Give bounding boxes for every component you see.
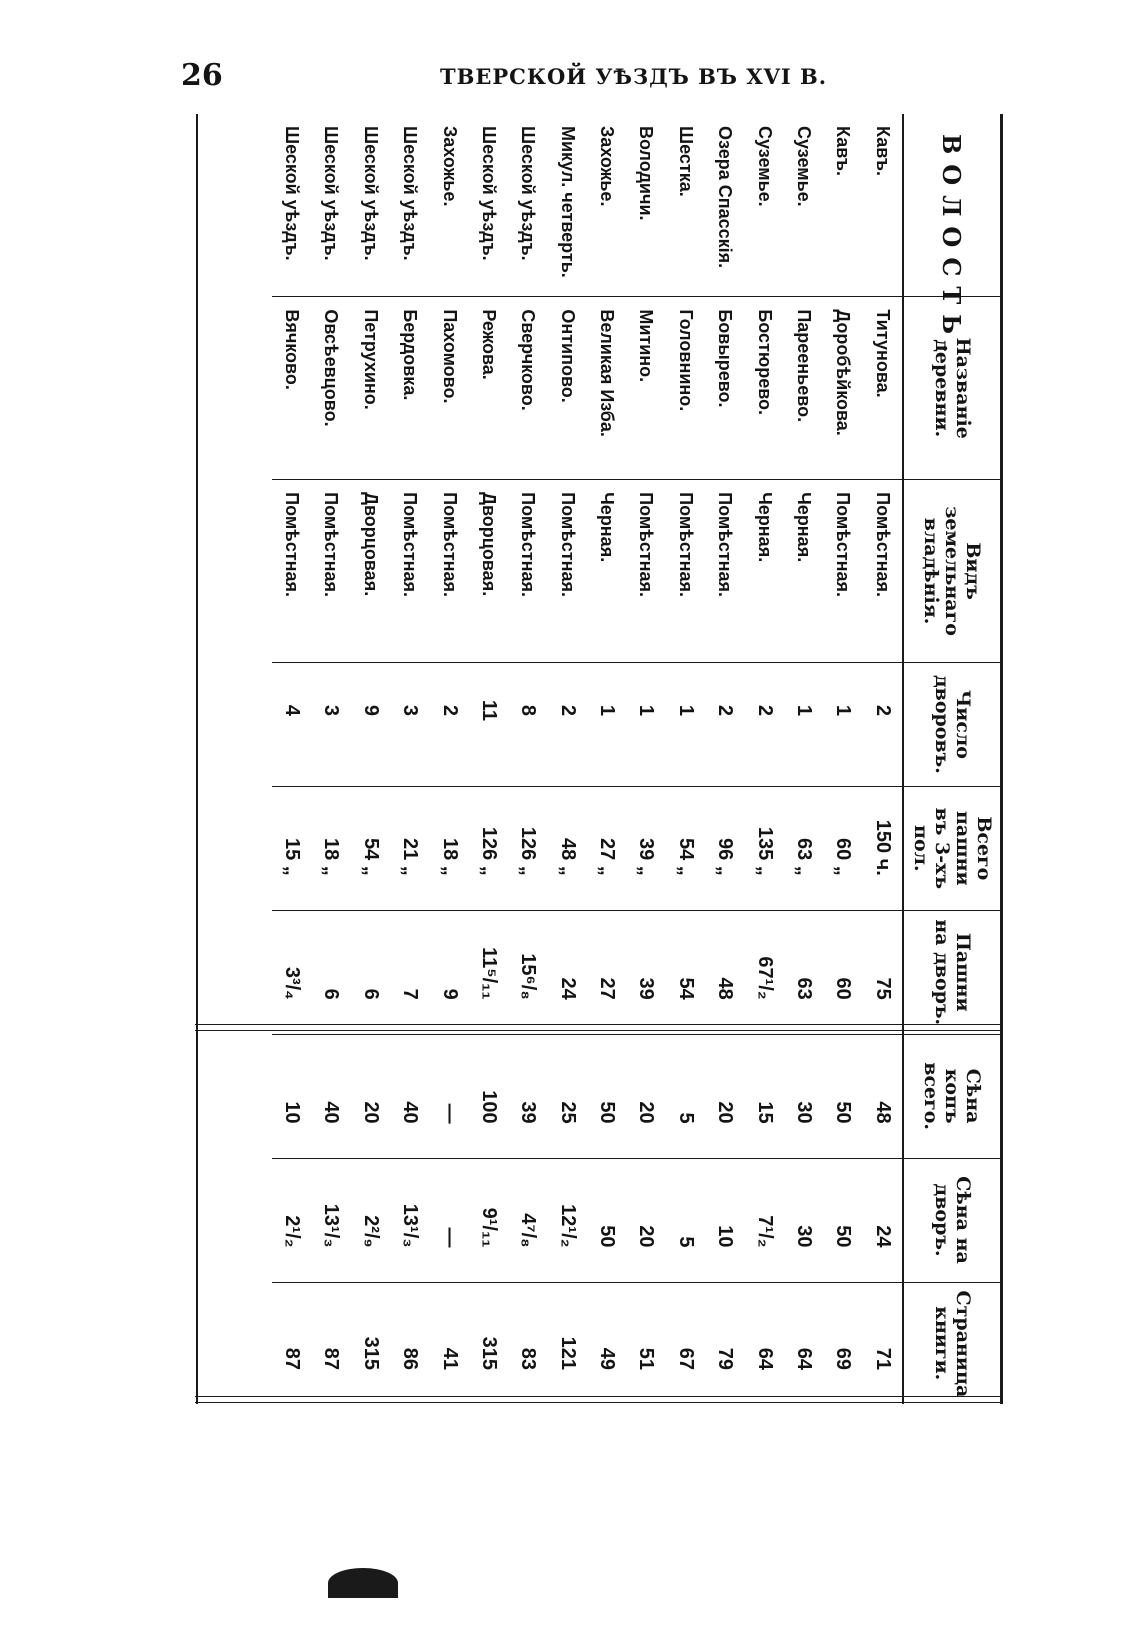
cell-ownership-type: Помѣстная.	[863, 480, 903, 663]
cell-hay-total: 10	[272, 1034, 311, 1158]
cell-arable-per-household: 6	[351, 910, 390, 1034]
cell-ownership-type: Помѣстная.	[429, 480, 468, 663]
cell-book-page: 121	[556, 1336, 579, 1370]
cell-hay-per-household: 30	[784, 1158, 823, 1282]
cell-hay-total: 20	[705, 1034, 744, 1158]
cell-village-name: Петрухино.	[351, 297, 390, 480]
cell-arable-per-household: 24	[547, 910, 586, 1034]
cell-hay-per-household: 13¹/₃	[311, 1158, 350, 1282]
cell-book-page: 49	[596, 1347, 619, 1370]
cell-hay-per-household: 13¹/₃	[390, 1158, 429, 1282]
table-row	[784, 114, 823, 1404]
cell-total-arable: 48 „	[547, 786, 586, 910]
header-household-count: Число дворовъ.	[903, 662, 1000, 786]
table-row	[863, 114, 903, 1404]
villages-table	[272, 114, 1000, 1404]
cell-hay-total: 100	[469, 1034, 508, 1158]
rotated-table-wrapper	[200, 114, 1000, 1404]
table-top-rule	[1000, 114, 1003, 1404]
cell-arable-per-household: 3³/₄	[272, 910, 311, 1034]
cell-hay-per-household: 12¹/₂	[547, 1158, 586, 1282]
cell-arable-per-household: 48	[705, 910, 744, 1034]
cell-ownership-type: Помѣстная.	[390, 480, 429, 663]
cell-total-arable: 60 „	[823, 786, 862, 910]
cell-household-count: 11	[469, 662, 508, 786]
cell-ownership-type: Дворцовая.	[469, 480, 508, 663]
cell-total-arable: 135 „	[744, 786, 783, 910]
cell-ownership-type: Помѣстная.	[823, 480, 862, 663]
cell-village-name: Пахомово.	[429, 297, 468, 480]
cell-total-arable: 150 ч.	[863, 786, 903, 910]
table-row	[508, 114, 547, 1404]
cell-total-arable: 54 „	[351, 786, 390, 910]
cell-hay-per-household: 10	[705, 1158, 744, 1282]
header-arable-per-household: Пашни на дворъ.	[903, 910, 1000, 1034]
cell-arable-per-household: 39	[626, 910, 665, 1034]
cell-arable-per-household: 75	[863, 910, 903, 1034]
cell-village-name: Бердовка.	[390, 297, 429, 480]
cell-total-arable: 96 „	[705, 786, 744, 910]
cell-hay-total: 20	[626, 1034, 665, 1158]
cell-ownership-type: Помѣстная.	[666, 480, 705, 663]
cell-arable-per-household: 11⁵/₁₁	[469, 910, 508, 1034]
cell-book-page: 69	[832, 1347, 855, 1370]
cell-volost: Озера Спасскія.	[705, 114, 744, 297]
table-row	[823, 114, 862, 1404]
table-row	[626, 114, 665, 1404]
scan-artifact	[328, 1568, 398, 1598]
cell-hay-per-household: 50	[587, 1158, 626, 1282]
table-row	[272, 114, 311, 1404]
running-head: ТВЕРСКОЙ УѢЗДЪ ВЪ XVI В.	[440, 64, 828, 89]
table-body	[272, 114, 903, 1404]
cell-village-name: Митино.	[626, 297, 665, 480]
table-row	[587, 114, 626, 1404]
header-total-arable: Всего пашни въ 3-хъ пол.	[903, 786, 1000, 910]
cell-book-page: 67	[674, 1347, 697, 1370]
cell-household-count: 1	[666, 662, 705, 786]
cell-ownership-type: Помѣстная.	[547, 480, 586, 663]
cell-ownership-type: Черная.	[744, 480, 783, 663]
cell-hay-total: 20	[351, 1034, 390, 1158]
header-hay-total: Сѣна копъ всего.	[903, 1034, 1000, 1158]
cell-volost: Шеской уѣздъ.	[469, 114, 508, 297]
cell-household-count: 8	[508, 662, 547, 786]
cell-book-page: 71	[871, 1347, 894, 1370]
cell-arable-per-household: 27	[587, 910, 626, 1034]
cell-volost: Шеской уѣздъ.	[390, 114, 429, 297]
cell-household-count: 3	[390, 662, 429, 786]
table-bottom-rule	[196, 114, 198, 1404]
table-row	[390, 114, 429, 1404]
cell-household-count: 1	[784, 662, 823, 786]
header-volost: ВОЛОСТЬ.	[903, 114, 1000, 297]
cell-ownership-type: Помѣстная.	[626, 480, 665, 663]
cell-hay-total: 40	[390, 1034, 429, 1158]
cell-volost: Володичи.	[626, 114, 665, 297]
cell-ownership-type: Помѣстная.	[311, 480, 350, 663]
double-rule-right	[195, 1396, 1003, 1403]
cell-ownership-type: Помѣстная.	[705, 480, 744, 663]
cell-book-page: 51	[635, 1347, 658, 1370]
cell-arable-per-household: 6	[311, 910, 350, 1034]
cell-household-count: 9	[351, 662, 390, 786]
cell-household-count: 4	[272, 662, 311, 786]
cell-hay-per-household: 50	[823, 1158, 862, 1282]
cell-book-page: 64	[753, 1347, 776, 1370]
cell-total-arable: 21 „	[390, 786, 429, 910]
table-row	[744, 114, 783, 1404]
cell-volost: Шеской уѣздъ.	[351, 114, 390, 297]
cell-household-count: 2	[429, 662, 468, 786]
cell-volost: Кавъ.	[863, 114, 903, 297]
cell-volost: Кавъ.	[823, 114, 862, 297]
cell-volost: Захожье.	[429, 114, 468, 297]
cell-hay-per-household: 24	[863, 1158, 903, 1282]
cell-hay-per-household: 5	[666, 1158, 705, 1282]
cell-village-name: Сверчково.	[508, 297, 547, 480]
cell-total-arable: 126 „	[469, 786, 508, 910]
cell-hay-total: 5	[666, 1034, 705, 1158]
cell-total-arable: 126 „	[508, 786, 547, 910]
cell-book-page: 315	[477, 1336, 500, 1370]
cell-volost: Суземье.	[744, 114, 783, 297]
cell-volost: Суземье.	[784, 114, 823, 297]
cell-hay-per-household: —	[429, 1158, 468, 1282]
cell-total-arable: 63 „	[784, 786, 823, 910]
cell-volost: Захожье.	[587, 114, 626, 297]
cell-hay-total: 25	[547, 1034, 586, 1158]
cell-village-name: Онтипово.	[547, 297, 586, 480]
cell-hay-per-household: 9¹/₁₁	[469, 1158, 508, 1282]
cell-hay-per-household: 2²/₉	[351, 1158, 390, 1282]
cell-book-page: 41	[438, 1347, 461, 1370]
cell-household-count: 1	[823, 662, 862, 786]
cell-household-count: 2	[863, 662, 903, 786]
cell-ownership-type: Помѣстная.	[272, 480, 311, 663]
cell-volost: Шеской уѣздъ.	[508, 114, 547, 297]
header-village-name: Названіе деревни.	[903, 297, 1000, 480]
cell-hay-total: 30	[784, 1034, 823, 1158]
cell-volost: Шеской уѣздъ.	[272, 114, 311, 297]
table-row	[429, 114, 468, 1404]
cell-village-name: Овсѣевцово.	[311, 297, 350, 480]
table-row	[351, 114, 390, 1404]
table-row	[666, 114, 705, 1404]
cell-arable-per-household: 15⁶/₈	[508, 910, 547, 1034]
cell-hay-total: 50	[587, 1034, 626, 1158]
cell-book-page: 83	[517, 1347, 540, 1370]
double-rule	[195, 1024, 1003, 1031]
cell-village-name: Парееньево.	[784, 297, 823, 480]
cell-book-page: 87	[280, 1347, 303, 1370]
cell-ownership-type: Помѣстная.	[508, 480, 547, 663]
cell-total-arable: 18 „	[429, 786, 468, 910]
cell-village-name: Режова.	[469, 297, 508, 480]
cell-total-arable: 39 „	[626, 786, 665, 910]
cell-book-page: 86	[399, 1347, 422, 1370]
cell-village-name: Великая Изба.	[587, 297, 626, 480]
cell-hay-per-household: 20	[626, 1158, 665, 1282]
cell-hay-per-household: 7¹/₂	[744, 1158, 783, 1282]
cell-hay-total: 39	[508, 1034, 547, 1158]
cell-volost: Шестка.	[666, 114, 705, 297]
cell-arable-per-household: 54	[666, 910, 705, 1034]
cell-household-count: 1	[626, 662, 665, 786]
table-row	[469, 114, 508, 1404]
cell-village-name: Вячково.	[272, 297, 311, 480]
cell-village-name: Бостюрево.	[744, 297, 783, 480]
cell-total-arable: 54 „	[666, 786, 705, 910]
table-row	[547, 114, 586, 1404]
cell-household-count: 3	[311, 662, 350, 786]
cell-arable-per-household: 60	[823, 910, 862, 1034]
cell-arable-per-household: 9	[429, 910, 468, 1034]
header-ownership-type: Видъ земельнаго владѣнія.	[903, 480, 1000, 663]
cell-household-count: 2	[547, 662, 586, 786]
cell-book-page: 79	[714, 1347, 737, 1370]
table-row	[705, 114, 744, 1404]
cell-hay-per-household: 2¹/₂	[272, 1158, 311, 1282]
cell-ownership-type: Дворцовая.	[351, 480, 390, 663]
cell-volost: Шеской уѣздъ.	[311, 114, 350, 297]
cell-arable-per-household: 63	[784, 910, 823, 1034]
cell-village-name: Титунова.	[863, 297, 903, 480]
page-number: 26	[181, 58, 223, 93]
table-header-row	[903, 114, 1000, 1404]
header-hay-per-household: Сѣна на дворъ.	[903, 1158, 1000, 1282]
cell-hay-total: 48	[863, 1034, 903, 1158]
table-row	[311, 114, 350, 1404]
header-book-page: Страница книги.	[903, 1282, 1000, 1404]
cell-hay-total: 15	[744, 1034, 783, 1158]
cell-village-name: Доробѣйкова.	[823, 297, 862, 480]
cell-hay-total: 50	[823, 1034, 862, 1158]
cell-household-count: 2	[705, 662, 744, 786]
cell-hay-per-household: 4⁷/₈	[508, 1158, 547, 1282]
cell-village-name: Головнино.	[666, 297, 705, 480]
cell-book-page: 315	[359, 1336, 382, 1370]
cell-hay-total: —	[429, 1034, 468, 1158]
cell-household-count: 1	[587, 662, 626, 786]
cell-volost: Микул. четверть.	[547, 114, 586, 297]
cell-book-page: 64	[793, 1347, 816, 1370]
cell-total-arable: 15 „	[272, 786, 311, 910]
cell-total-arable: 27 „	[587, 786, 626, 910]
cell-ownership-type: Черная.	[784, 480, 823, 663]
cell-hay-total: 40	[311, 1034, 350, 1158]
cell-village-name: Бовырево.	[705, 297, 744, 480]
cell-book-page: 87	[320, 1347, 343, 1370]
cell-household-count: 2	[744, 662, 783, 786]
cell-ownership-type: Черная.	[587, 480, 626, 663]
cell-arable-per-household: 7	[390, 910, 429, 1034]
cell-arable-per-household: 67¹/₂	[744, 910, 783, 1034]
cell-total-arable: 18 „	[311, 786, 350, 910]
